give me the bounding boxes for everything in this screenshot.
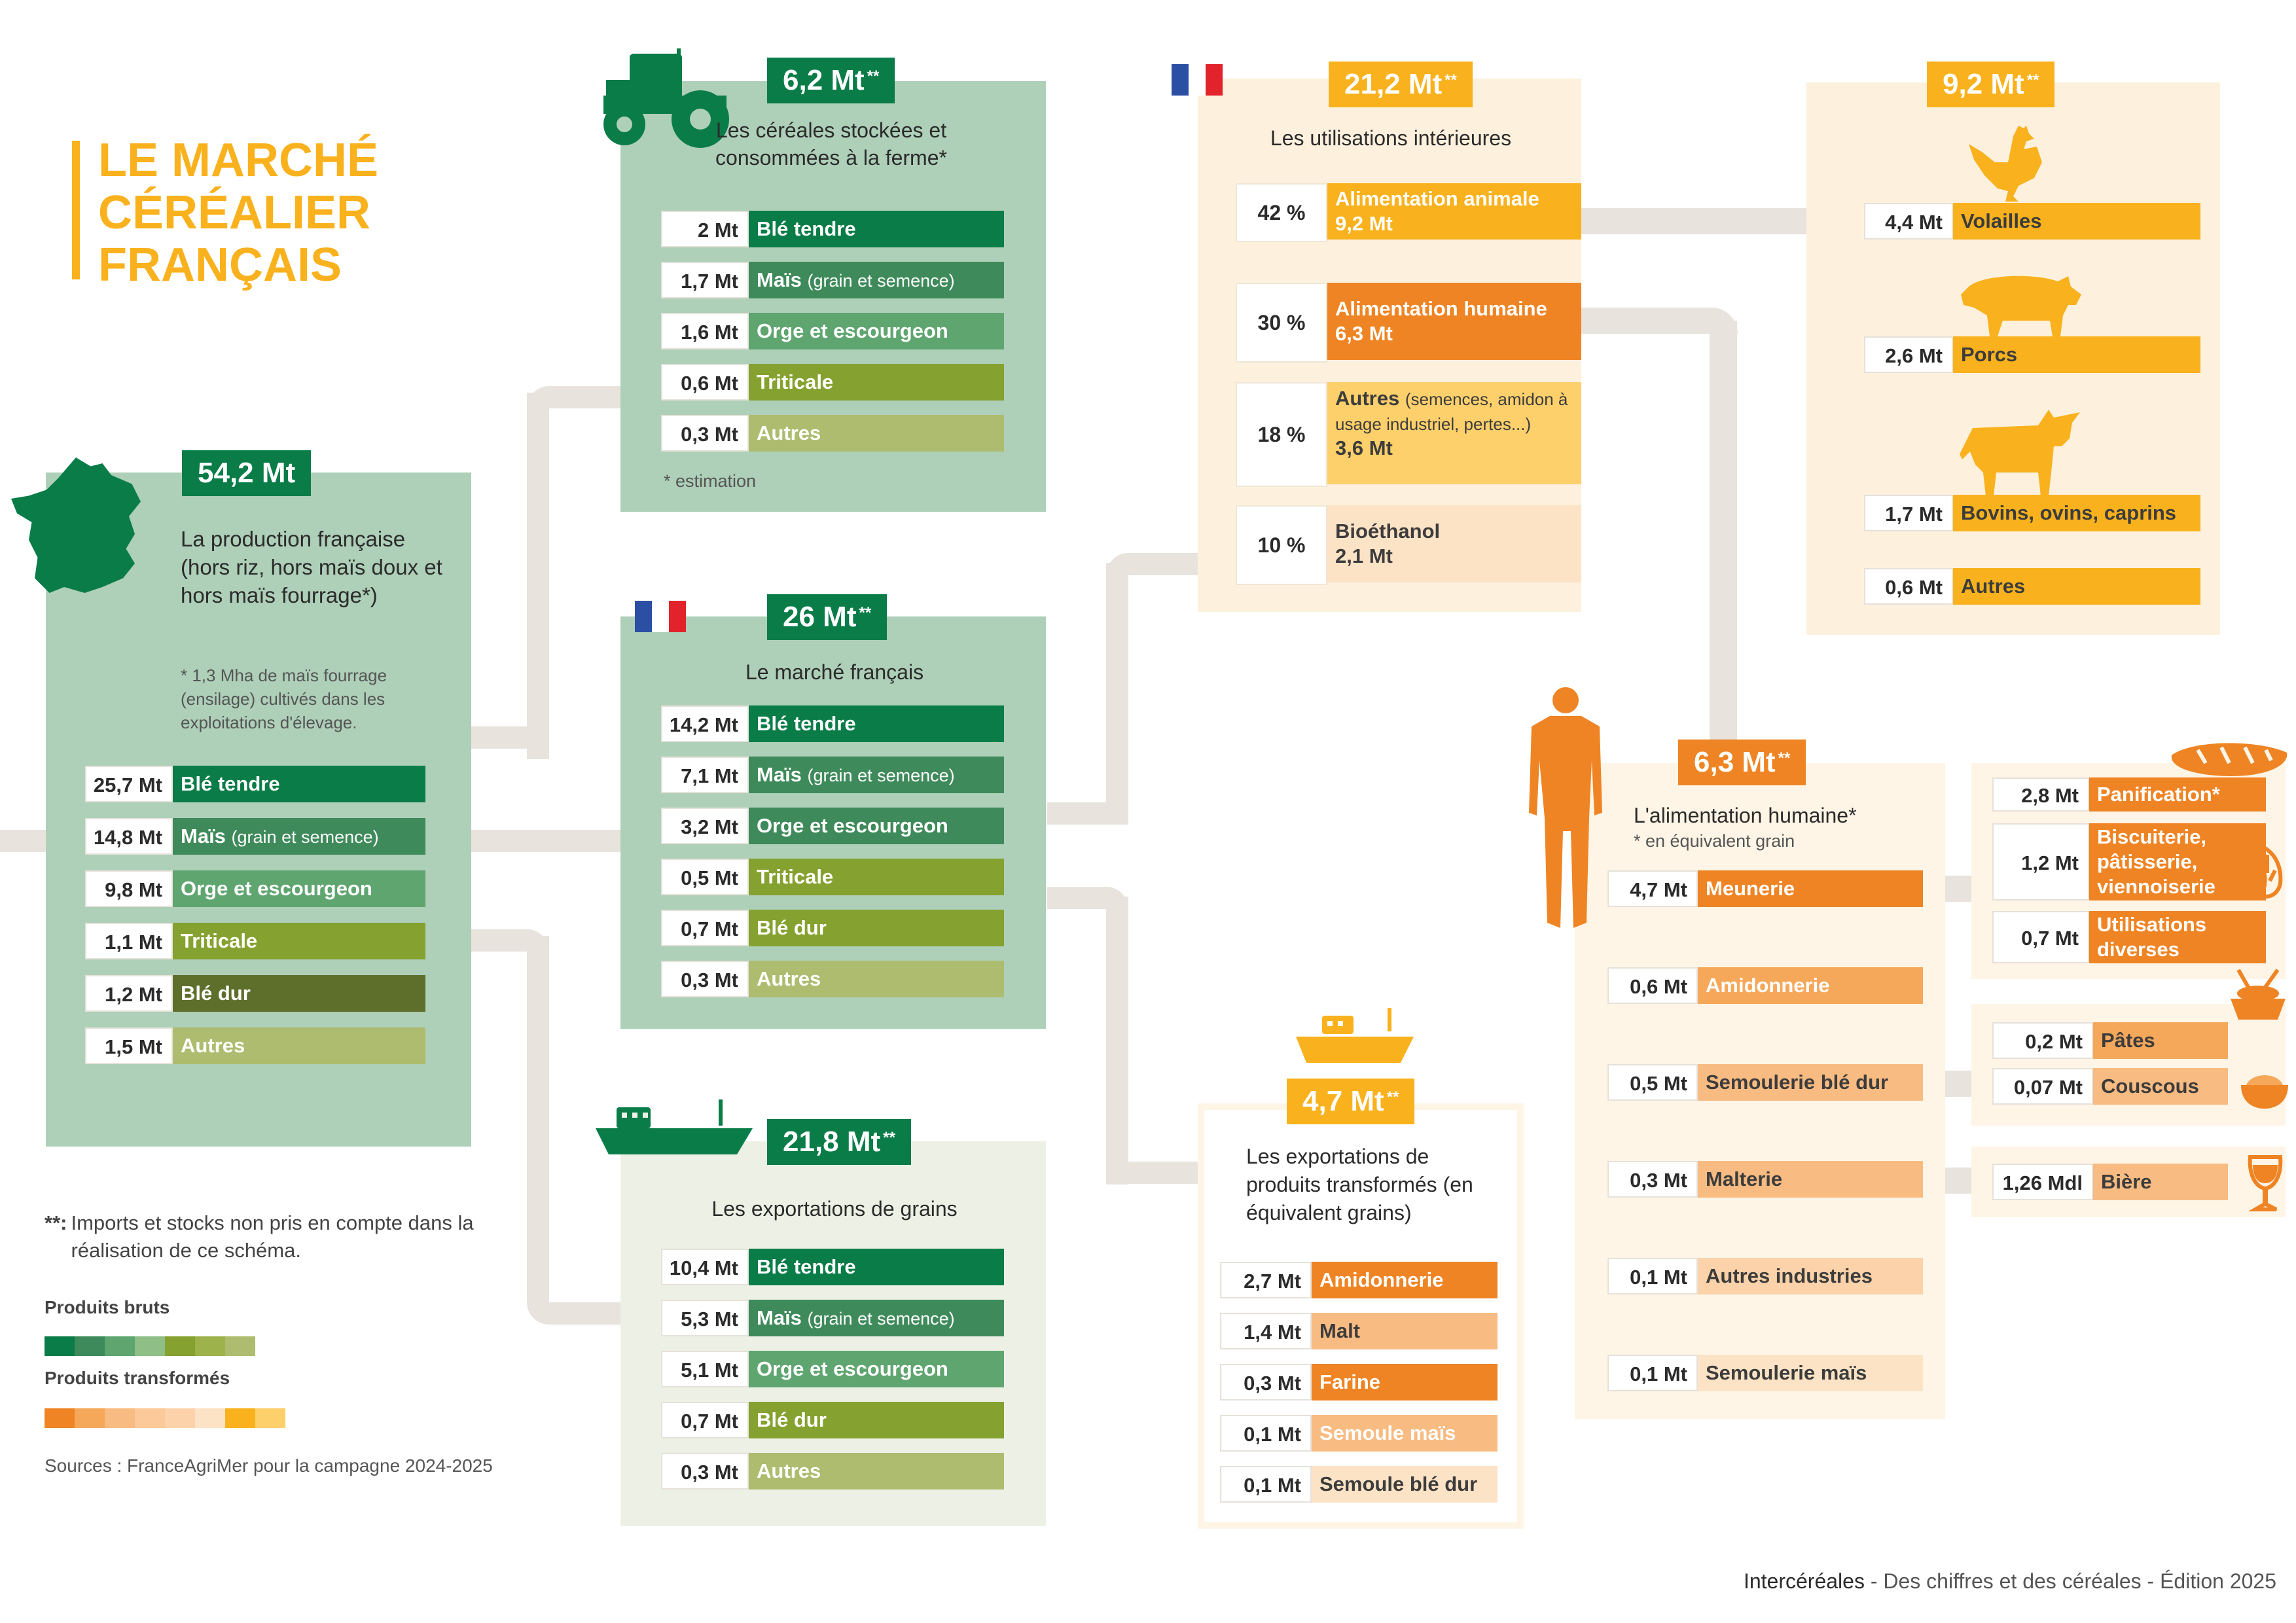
connector-to-export-t — [471, 929, 549, 952]
production-badge — [182, 450, 311, 496]
farm-badge-stars: ** — [867, 67, 880, 85]
market-badge — [767, 594, 887, 640]
row-value: 0,7 Mt — [1992, 911, 2089, 963]
row-label-text: Orge et escourgeon — [757, 1357, 948, 1380]
value-row — [85, 1027, 425, 1064]
value-row — [1992, 911, 2266, 963]
connector-market-to-interior-t — [1106, 553, 1204, 575]
exports-processed-badge-value: 4,7 Mt — [1302, 1085, 1384, 1117]
row-label-text: Biscuiterie, pâtisserie, viennoiserie — [2097, 825, 2215, 898]
title-line-2: CÉRÉALIER — [98, 187, 371, 239]
interior-use-label: Alimentation humaine — [1335, 297, 1547, 320]
interior-use-value: 6,3 Mt — [1335, 322, 1393, 345]
value-row — [661, 211, 1004, 247]
connector-animal — [1581, 208, 1810, 234]
value-row — [1992, 777, 2266, 812]
row-label — [2093, 1022, 2228, 1059]
footer — [1744, 1569, 2276, 1594]
row-label — [2093, 1164, 2228, 1200]
row-label-text: Triticale — [181, 929, 258, 952]
legend-processed-swatch — [45, 1408, 75, 1428]
row-label — [749, 808, 1004, 844]
beer-icon — [2245, 1154, 2286, 1212]
row-value: 0,7 Mt — [661, 910, 749, 946]
legend-raw-swatch — [135, 1336, 165, 1356]
chicken-icon — [1966, 123, 2045, 203]
stars-footnote — [45, 1209, 476, 1264]
row-value: 25,7 Mt — [85, 766, 173, 802]
value-row — [661, 1453, 1004, 1489]
row-label — [749, 859, 1004, 895]
row-label — [1698, 870, 1923, 907]
value-row — [1607, 870, 1923, 907]
row-label-text: Blé dur — [757, 1408, 827, 1431]
value-row — [661, 757, 1004, 793]
row-value: 0,1 Mt — [1220, 1415, 1312, 1452]
row-value: 0,3 Mt — [661, 1453, 749, 1489]
row-label-text: Maïs — [757, 763, 802, 786]
row-value: 0,1 Mt — [1607, 1355, 1698, 1391]
row-label — [749, 1249, 1004, 1285]
legend-processed-label: Produits transformés — [45, 1368, 230, 1388]
value-row — [661, 1351, 1004, 1387]
row-value: 2,7 Mt — [1220, 1262, 1312, 1298]
interior-use-label: Bioéthanol — [1335, 520, 1441, 543]
row-label-text: Couscous — [2101, 1075, 2199, 1097]
row-label — [1698, 1258, 1923, 1294]
row-value: 1,4 Mt — [1220, 1313, 1312, 1349]
interior-pct: 42 % — [1236, 183, 1327, 242]
title-line-3: FRANÇAIS — [98, 239, 342, 291]
legend-processed-swatch — [135, 1408, 165, 1428]
row-value: 5,3 Mt — [661, 1300, 749, 1336]
row-value: 0,2 Mt — [1992, 1022, 2093, 1059]
row-label — [1312, 1262, 1498, 1298]
baguette-icon — [2166, 737, 2291, 781]
legend-raw-swatch — [105, 1336, 135, 1356]
value-row — [85, 766, 425, 802]
row-value: 0,1 Mt — [1220, 1466, 1312, 1503]
row-label — [2089, 823, 2266, 901]
connector-market-to-interior-b — [1047, 802, 1128, 825]
farm-badge — [767, 58, 895, 103]
row-label — [749, 1351, 1004, 1387]
row-label-text: Utilisations diverses — [2097, 913, 2207, 961]
legend-raw-swatch — [75, 1336, 105, 1356]
row-label — [173, 818, 425, 855]
row-label — [749, 961, 1004, 997]
interior-pct: 18 % — [1236, 382, 1327, 487]
row-label — [749, 211, 1004, 247]
legend-processed-swatch — [255, 1408, 285, 1428]
human-note: * en équivalent grain — [1634, 831, 1795, 851]
connector-market-to-exportp-b — [1106, 1162, 1204, 1184]
production-title: La production française (hors riz, hors maïs doux et hors maïs fourrage*) — [181, 527, 442, 607]
production-note: * 1,3 Mha de maïs fourrage (ensilage) cultivés dans les exploitations d'élevage. — [181, 666, 387, 732]
row-label — [1698, 1355, 1923, 1391]
cargo-ship-icon — [596, 1099, 753, 1158]
value-row — [85, 975, 425, 1012]
stars-footnote-text: Imports et stocks non pris en compte dans la réalisation de ce schéma. — [71, 1211, 474, 1262]
row-value: 4,4 Mt — [1864, 203, 1953, 240]
legend-raw-swatch — [195, 1336, 225, 1356]
animal-badge — [1927, 62, 2054, 107]
connector-market-to-exportp-t — [1047, 887, 1128, 909]
value-row — [661, 859, 1004, 895]
value-row — [661, 1249, 1004, 1285]
title-accent-bar — [72, 141, 80, 279]
legend-processed-swatch — [75, 1408, 105, 1428]
exports-grain-title: Les exportations de grains — [711, 1197, 958, 1221]
exports-processed-badge — [1287, 1079, 1414, 1124]
row-value: 1,7 Mt — [1864, 495, 1953, 531]
row-label — [749, 415, 1004, 452]
value-row — [1864, 568, 2200, 605]
value-row — [1607, 1064, 1923, 1101]
row-label — [1953, 568, 2200, 605]
value-row — [661, 415, 1004, 452]
legend-processed-swatch — [195, 1408, 225, 1428]
couscous-icon — [2238, 1067, 2291, 1113]
row-value: 0,6 Mt — [661, 364, 749, 401]
exports-grain-badge-value: 21,8 Mt — [783, 1126, 881, 1158]
row-value: 0,3 Mt — [1607, 1161, 1698, 1198]
row-label-text: Orge et escourgeon — [757, 319, 948, 342]
market-badge-stars: ** — [859, 604, 872, 622]
row-value: 9,8 Mt — [85, 870, 173, 907]
value-row — [1220, 1415, 1498, 1452]
legend-processed-swatch — [165, 1408, 195, 1428]
value-row — [1220, 1313, 1498, 1349]
row-label-text: Malterie — [1706, 1168, 1783, 1190]
row-label — [749, 1402, 1004, 1438]
row-label-text: Triticale — [757, 370, 834, 393]
row-value: 0,3 Mt — [1220, 1364, 1312, 1400]
legend-processed-swatch — [225, 1408, 255, 1428]
row-label — [1953, 203, 2200, 240]
row-label-text: Bovins, ovins, caprins — [1961, 501, 2177, 524]
row-value: 0,5 Mt — [1607, 1064, 1698, 1101]
row-value: 2 Mt — [661, 211, 749, 247]
france-flag-icon-2 — [1172, 64, 1223, 96]
value-row — [661, 961, 1004, 997]
row-value: 0,1 Mt — [1607, 1258, 1698, 1294]
value-row — [1992, 823, 2266, 901]
row-label — [173, 766, 425, 802]
row-label-text: Blé tendre — [757, 712, 856, 735]
row-label-text: Volailles — [1961, 209, 2042, 232]
row-label-text: Meunerie — [1706, 877, 1795, 900]
row-label — [749, 757, 1004, 793]
market-badge-value: 26 Mt — [783, 601, 857, 633]
row-value: 4,7 Mt — [1607, 870, 1698, 907]
row-label-text: Maïs — [757, 268, 802, 291]
human-badge-value: 6,3 Mt — [1694, 746, 1776, 778]
value-row — [1864, 203, 2200, 240]
row-value: 0,3 Mt — [661, 415, 749, 452]
row-label — [173, 870, 425, 907]
footer-brand: Intercéréales — [1743, 1569, 1865, 1593]
row-value: 14,8 Mt — [85, 818, 173, 855]
farm-badge-value: 6,2 Mt — [783, 64, 865, 96]
value-row — [1992, 1164, 2228, 1200]
legend-processed-swatch — [105, 1408, 135, 1428]
row-label-text: Blé tendre — [757, 1255, 856, 1278]
row-value: 0,07 Mt — [1992, 1068, 2093, 1105]
row-value: 1,1 Mt — [85, 923, 173, 959]
value-row — [1992, 1022, 2228, 1059]
connector-to-export-v — [527, 936, 549, 1302]
connector-market-to-exportp-v — [1106, 897, 1128, 1185]
row-label-text: Malt — [1319, 1319, 1360, 1342]
row-value: 1,5 Mt — [85, 1027, 173, 1064]
connector-market-to-interior-v — [1106, 563, 1128, 825]
row-label — [1698, 967, 1923, 1004]
page-title — [98, 134, 378, 291]
row-label-text: Amidonnerie — [1319, 1268, 1444, 1291]
market-title: Le marché français — [745, 660, 924, 684]
value-row — [1220, 1262, 1498, 1298]
footer-text: - Des chiffres et des céréales - Édition 2025 — [1864, 1569, 2276, 1593]
row-label — [173, 923, 425, 959]
interior-badge-stars: ** — [1444, 71, 1457, 89]
exports-grain-badge — [767, 1119, 911, 1165]
value-row — [1992, 1068, 2228, 1105]
row-label — [1312, 1364, 1498, 1400]
value-row — [661, 1300, 1004, 1336]
row-label-text: Blé dur — [757, 916, 827, 939]
value-row — [661, 364, 1004, 401]
row-label-text: Autres — [757, 967, 821, 990]
interior-use-value: 9,2 Mt — [1335, 212, 1393, 235]
row-label-text: Semoule maïs — [1319, 1421, 1456, 1444]
row-value: 1,2 Mt — [1992, 823, 2089, 901]
interior-use-value: 3,6 Mt — [1335, 437, 1393, 459]
interior-use-label: Alimentation animale — [1335, 187, 1539, 210]
row-value: 14,2 Mt — [661, 705, 749, 742]
row-label-text: Farine — [1319, 1370, 1381, 1393]
row-label-text: Autres — [1961, 575, 2026, 597]
person-icon — [1526, 687, 1604, 928]
legend-raw-swatches — [45, 1336, 255, 1356]
value-row — [1607, 1161, 1923, 1198]
cargo-ship-icon-2 — [1296, 1008, 1414, 1067]
row-label-note: (grain et semence) — [807, 271, 955, 291]
row-value: 1,2 Mt — [85, 975, 173, 1012]
human-badge — [1678, 740, 1806, 785]
row-label — [2089, 911, 2266, 963]
row-label — [749, 705, 1004, 742]
row-label-text: Blé tendre — [181, 772, 280, 795]
row-label-text: Maïs — [181, 825, 226, 847]
value-row — [85, 923, 425, 959]
row-label-text: Bière — [2101, 1170, 2152, 1193]
row-value: 1,6 Mt — [661, 313, 749, 349]
row-label-text: Autres — [757, 421, 821, 444]
row-label — [1953, 336, 2200, 373]
row-label-text: Maïs — [757, 1306, 802, 1329]
value-row — [85, 818, 425, 855]
value-row — [661, 1402, 1004, 1438]
human-title: L'alimentation humaine* — [1634, 804, 1857, 827]
row-label — [749, 1300, 1004, 1336]
legend-raw-label: Produits bruts — [45, 1297, 170, 1317]
animal-badge-value: 9,2 Mt — [1943, 68, 2024, 100]
value-row — [661, 262, 1004, 298]
interior-use-block — [1327, 505, 1581, 582]
row-label — [173, 1027, 425, 1064]
row-label-text: Semoulerie blé dur — [1706, 1071, 1889, 1094]
row-label-text: Semoulerie maïs — [1706, 1361, 1867, 1384]
row-label-text: Pâtes — [2101, 1029, 2155, 1052]
production-badge-value: 54,2 Mt — [198, 457, 296, 489]
row-label-note: (grain et semence) — [807, 766, 955, 785]
row-label-text: Autres industries — [1706, 1264, 1873, 1287]
value-row — [1607, 1258, 1923, 1294]
value-row — [1607, 1355, 1923, 1391]
exports-processed-title: Les exportations de produits transformés (en équivalent grains) — [1246, 1145, 1473, 1224]
france-map-icon — [5, 452, 152, 599]
france-flag-icon — [635, 601, 686, 632]
row-label — [173, 975, 425, 1012]
legend-raw-swatch — [165, 1336, 195, 1356]
row-value: 3,2 Mt — [661, 808, 749, 844]
interior-title: Les utilisations intérieures — [1270, 126, 1512, 150]
row-label-text: Porcs — [1961, 343, 2018, 366]
row-value: 7,1 Mt — [661, 757, 749, 793]
value-row — [1864, 495, 2200, 531]
row-value: 0,7 Mt — [661, 1402, 749, 1438]
value-row — [85, 870, 425, 907]
value-row — [661, 808, 1004, 844]
connector-human-v — [1710, 321, 1737, 766]
animal-badge-stars: ** — [2026, 71, 2039, 89]
sources: Sources : FranceAgriMer pour la campagne 2024-2025 — [45, 1455, 493, 1476]
row-value: 2,8 Mt — [1992, 777, 2089, 812]
row-label-text: Blé tendre — [757, 217, 856, 240]
title-line-1: LE MARCHÉ — [98, 134, 378, 187]
row-label — [1698, 1064, 1923, 1101]
interior-pct: 30 % — [1236, 283, 1327, 363]
cow-icon — [1957, 407, 2081, 499]
legend-raw-swatch — [225, 1336, 255, 1356]
interior-use-block — [1327, 382, 1581, 484]
row-label — [749, 1453, 1004, 1489]
interior-pct: 10 % — [1236, 505, 1327, 585]
legend-raw-swatch — [45, 1336, 75, 1356]
connector-to-farm-v — [527, 393, 549, 759]
interior-use-block — [1327, 183, 1581, 240]
row-value: 2,6 Mt — [1864, 336, 1953, 373]
row-label — [749, 364, 1004, 401]
row-label — [2093, 1068, 2228, 1105]
row-label — [1312, 1313, 1498, 1349]
exports-grain-badge-stars: ** — [883, 1129, 895, 1147]
row-label-text: Panification* — [2097, 783, 2220, 806]
row-label-text: Triticale — [757, 865, 834, 888]
interior-use-extra: (semences, amidon à usage industriel, pertes...) — [1335, 389, 1568, 434]
value-row — [661, 705, 1004, 742]
row-label — [1953, 495, 2200, 531]
value-row — [661, 313, 1004, 349]
row-value: 5,1 Mt — [661, 1351, 749, 1387]
row-label-note: (grain et semence) — [231, 827, 379, 847]
row-label-text: Orge et escourgeon — [757, 814, 948, 837]
row-value: 10,4 Mt — [661, 1249, 749, 1285]
legend-processed-swatches — [45, 1408, 285, 1428]
row-label-text: Semoule blé dur — [1319, 1472, 1478, 1495]
interior-badge-value: 21,2 Mt — [1344, 68, 1443, 100]
row-label — [749, 313, 1004, 349]
row-label-text: Autres — [757, 1459, 821, 1482]
interior-use-value: 2,1 Mt — [1335, 544, 1393, 567]
row-label-note: (grain et semence) — [807, 1309, 955, 1329]
stars-footnote-marker: **: — [45, 1211, 67, 1234]
exports-processed-badge-stars: ** — [1386, 1088, 1399, 1106]
row-label — [1698, 1161, 1923, 1198]
row-value: 0,6 Mt — [1864, 568, 1953, 605]
row-value: 0,5 Mt — [661, 859, 749, 895]
value-row — [661, 910, 1004, 946]
pasta-icon — [2225, 965, 2291, 1030]
farm-title: Les céréales stockées et consommées à la ferme* — [715, 118, 947, 169]
interior-badge — [1329, 62, 1473, 107]
connector-to-export-b — [527, 1302, 625, 1325]
interior-use-block — [1327, 283, 1581, 360]
row-value: 0,6 Mt — [1607, 967, 1698, 1004]
interior-use-label: Autres — [1335, 387, 1400, 410]
value-row — [1864, 336, 2200, 373]
row-label-text: Autres — [181, 1034, 245, 1057]
row-label-text: Blé dur — [181, 982, 251, 1005]
connector-to-farm-b — [471, 726, 549, 749]
row-value: 1,26 Mdl — [1992, 1164, 2093, 1200]
row-value: 1,7 Mt — [661, 262, 749, 298]
value-row — [1220, 1364, 1498, 1400]
row-label — [2089, 777, 2266, 812]
value-row — [1220, 1466, 1498, 1503]
farm-note: * estimation — [664, 471, 757, 491]
row-label-text: Amidonnerie — [1706, 974, 1830, 997]
row-label — [749, 262, 1004, 298]
row-value: 0,3 Mt — [661, 961, 749, 997]
row-label-text: Orge et escourgeon — [181, 877, 372, 900]
row-label — [1312, 1466, 1498, 1503]
human-badge-stars: ** — [1778, 749, 1791, 767]
row-label — [749, 910, 1004, 946]
connector-to-farm-h — [527, 386, 625, 408]
value-row — [1607, 967, 1923, 1004]
row-label — [1312, 1415, 1498, 1452]
pig-icon — [1958, 268, 2083, 340]
